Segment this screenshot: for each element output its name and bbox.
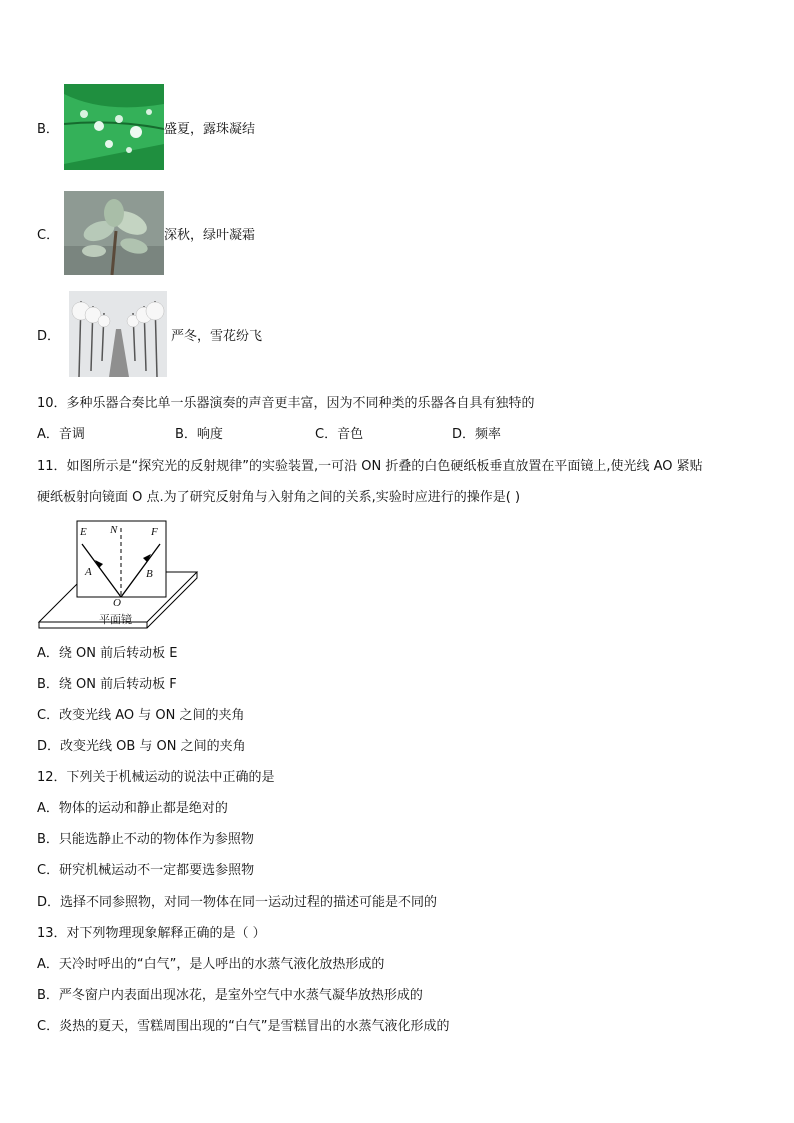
q10-stem: 10．多种乐器合奏比单一乐器演奏的声音更丰富，因为不同种类的乐器各自具有独特的 <box>37 396 535 411</box>
q11-stem-line1: 11．如图所示是“探究光的反射规律”的实验装置,一可沿 ON 折叠的白色硬纸板垂直放置在平面镜上,使光线 AO 紧贴 <box>37 459 703 474</box>
q10-option-d: D．频率 <box>452 427 502 442</box>
label-mirror: 平面镜 <box>99 613 132 626</box>
q12-option-b: B．只能选静止不动的物体作为参照物 <box>37 832 254 847</box>
dew-leaf-image <box>64 84 164 170</box>
option-text: 深秋，绿叶凝霜 <box>164 227 256 243</box>
q12-option-c: C．研究机械运动不一定都要选参照物 <box>37 863 255 878</box>
q9-option-d <box>37 291 262 377</box>
label-f: F <box>151 526 158 538</box>
snow-road-image <box>69 291 167 377</box>
q13-option-a: A．天冷时呼出的“白气”，是人呼出的水蒸气液化放热形成的 <box>37 957 385 972</box>
q13-option-c: C．炎热的夏天，雪糕周围出现的“白气”是雪糕冒出的水蒸气液化形成的 <box>37 1019 450 1034</box>
option-text: 盛夏，露珠凝结 <box>164 121 256 137</box>
q12-stem: 12．下列关于机械运动的说法中正确的是 <box>37 770 275 785</box>
q11-option-d: D．改变光线 OB 与 ON 之间的夹角 <box>37 739 246 754</box>
option-letter: D． <box>37 328 61 344</box>
q11-option-a: A．绕 ON 前后转动板 E <box>37 646 178 661</box>
frost-leaf-image <box>64 191 164 275</box>
label-b: B <box>146 568 153 580</box>
label-e: E <box>80 526 87 538</box>
q10-option-c: C．音色 <box>315 427 364 442</box>
label-a: A <box>85 566 92 578</box>
option-text: 严冬，雪花纷飞 <box>171 328 263 344</box>
q12-option-d: D．选择不同参照物，对同一物体在同一运动过程的描述可能是不同的 <box>37 895 438 910</box>
option-letter: B． <box>37 121 59 137</box>
q12-option-a: A．物体的运动和静止都是绝对的 <box>37 801 228 816</box>
q11-stem-line2: 硬纸板射向镜面 O 点.为了研究反射角与入射角之间的关系,实验时应进行的操作是( ) <box>37 490 521 505</box>
q11-option-b: B．绕 ON 前后转动板 F <box>37 677 177 692</box>
q10-option-b: B．响度 <box>175 427 223 442</box>
option-letter: C． <box>37 227 60 243</box>
q10-option-a: A．音调 <box>37 427 85 442</box>
q13-stem: 13．对下列物理现象解释正确的是（ ） <box>37 926 266 941</box>
q13-option-b: B．严冬窗户内表面出现冰花，是室外空气中水蒸气凝华放热形成的 <box>37 988 423 1003</box>
q11-option-c: C．改变光线 AO 与 ON 之间的夹角 <box>37 708 245 723</box>
label-n: N <box>110 524 118 536</box>
q9-option-c <box>37 191 255 275</box>
q9-option-b <box>37 84 255 170</box>
label-o: O <box>113 597 121 609</box>
